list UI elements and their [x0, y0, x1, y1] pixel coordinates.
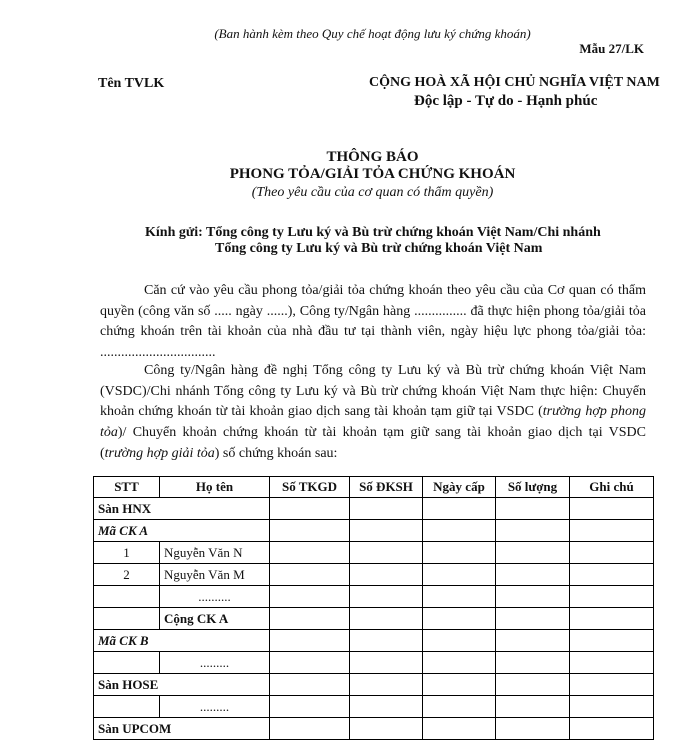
table-row [94, 630, 654, 652]
body-paragraph-1: Căn cứ vào yêu cầu phong tỏa/giải tỏa chứng khoán theo yêu cầu của Cơ quan có thẩm quyền (công văn số ..... ngày ......), Công ty/Ngân hàng ............... đã thực hiện phong tỏa/giải tỏa chứng khoán trên tài khoản của nhà đầu tư tại thành viên, ngày hiệu lực phong tỏa/giải tỏa: ................................. [100, 283, 646, 361]
table-row [94, 498, 654, 520]
exchange-label: Sàn UPCOM [94, 718, 270, 740]
nation-heading: CỘNG HOÀ XÃ HỘI CHỦ NGHĨA VIỆT NAM [369, 75, 660, 90]
document-subject: PHONG TỎA/GIẢI TỎA CHỨNG KHOÁN [229, 166, 516, 182]
ellipsis-row: ......... [160, 652, 270, 674]
investor-name: Nguyễn Văn M [160, 564, 270, 586]
member-name-label: Tên TVLK [98, 76, 165, 91]
table-row [94, 674, 654, 696]
table-header-row [94, 477, 654, 498]
exchange-label: Sàn HNX [94, 498, 270, 520]
table-row [94, 542, 654, 564]
table-row [94, 608, 654, 630]
header-so-luong: Số lượng [496, 477, 570, 498]
document-subtitle: (Theo yêu cầu của cơ quan có thẩm quyền) [251, 185, 494, 200]
securities-table [93, 476, 654, 740]
subtotal-label: Cộng CK A [160, 608, 270, 630]
security-code-label: Mã CK B [94, 630, 270, 652]
table-row [94, 564, 654, 586]
table-row [94, 696, 654, 718]
table-row [94, 652, 654, 674]
national-motto: Độc lập - Tự do - Hạnh phúc [414, 93, 598, 109]
ellipsis-row: .......... [160, 586, 270, 608]
row-stt: 2 [94, 564, 160, 586]
recipient-line-2: Tổng công ty Lưu ký và Bù trừ chứng khoán Việt Nam [215, 241, 543, 256]
security-code-label: Mã CK A [94, 520, 270, 542]
form-number: Mẫu 27/LK [579, 41, 644, 56]
ellipsis-row: ......... [160, 696, 270, 718]
header-ho-ten: Họ tên [160, 477, 270, 498]
header-so-dksh: Số ĐKSH [350, 477, 423, 498]
header-stt: STT [94, 477, 160, 498]
recipient-line-1: Kính gửi: Tổng công ty Lưu ký và Bù trừ chứng khoán Việt Nam/Chi nhánh [145, 225, 601, 240]
header-ghi-chu: Ghi chú [570, 477, 654, 498]
document-title: THÔNG BÁO [326, 149, 419, 165]
investor-name: Nguyễn Văn N [160, 542, 270, 564]
header-ngay-cap: Ngày cấp [423, 477, 496, 498]
body-paragraph-2: Công ty/Ngân hàng đề nghị Tổng công ty Lưu ký và Bù trừ chứng khoán Việt Nam (VSDC)/Chi nhánh Tổng công ty Lưu ký và Bù trừ chứng khoán Việt Nam thực hiện: Chuyển khoản chứng khoán từ tài khoản giao dịch sang tài khoản tạm giữ tại VSDC (trường hợp phong tỏa)/ Chuyển khoản chứng khoán từ tài khoản tạm giữ sang tài khoản giao dịch tại VSDC (trường hợp giải tỏa) số chứng khoán sau: [100, 363, 646, 461]
exchange-label: Sàn HOSE [94, 674, 270, 696]
header-so-tkgd: Số TKGD [270, 477, 350, 498]
issued-note: (Ban hành kèm theo Quy chế hoạt động lưu ký chứng khoán) [214, 26, 531, 41]
row-stt: 1 [94, 542, 160, 564]
table-row [94, 586, 654, 608]
table-row [94, 718, 654, 740]
table-row [94, 520, 654, 542]
